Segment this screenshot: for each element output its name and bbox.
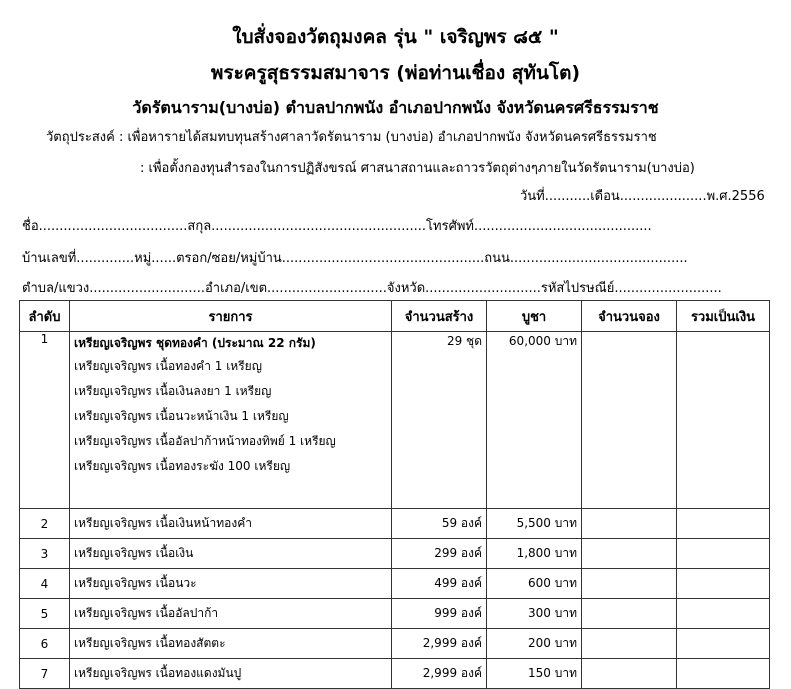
table-row bbox=[20, 659, 770, 689]
row-total-input[interactable] bbox=[677, 539, 770, 569]
row-item: เหรียญเจริญพร เนื้ออัลปาก้า bbox=[70, 599, 392, 629]
row-quantity-made: 299 องค์ bbox=[392, 539, 487, 569]
set-title: เหรียญเจริญพร ชุดทองคำ (ประมาณ 22 กรัม) bbox=[74, 336, 316, 350]
set-subitem: เหรียญเจริญพร เนื้อนวะหน้าเงิน 1 เหรียญ bbox=[74, 409, 289, 423]
header-total: รวมเป็นเงิน bbox=[677, 301, 770, 332]
purpose-line-2: : เพื่อตั้งกองทุนสำรองในการปฏิสังขรณ์ ศาสนาสถานและถาวรวัตถุต่างๆภายในวัดรัตนาราม(บางบ่อ) bbox=[140, 161, 695, 176]
row-price: 60,000 บาท bbox=[487, 332, 582, 509]
row-total-input[interactable] bbox=[677, 629, 770, 659]
set-subitem: เหรียญเจริญพร เนื้อเงินลงยา 1 เหรียญ bbox=[74, 384, 272, 398]
table-row bbox=[20, 629, 770, 659]
row-quantity-made: 29 ชุด bbox=[392, 332, 487, 509]
row-reserve-input[interactable] bbox=[582, 599, 677, 629]
row-total-input[interactable] bbox=[677, 509, 770, 539]
row-reserve-input[interactable] bbox=[582, 659, 677, 689]
row-quantity-made: 999 องค์ bbox=[392, 599, 487, 629]
table-row bbox=[20, 509, 770, 539]
row-reserve-input[interactable] bbox=[582, 539, 677, 569]
name-phone-fields[interactable]: ชื่อ....................................สกุล....................................................โทรศัพท์........................................... bbox=[22, 219, 652, 234]
row-total-input[interactable] bbox=[677, 569, 770, 599]
table-row bbox=[20, 332, 770, 509]
row-item: เหรียญเจริญพร เนื้อเงินหน้าทองคำ bbox=[70, 509, 392, 539]
row-item: เหรียญเจริญพร เนื้อทองสัตตะ bbox=[70, 629, 392, 659]
row-price: 5,500 บาท bbox=[487, 509, 582, 539]
table-row bbox=[20, 539, 770, 569]
row-price: 150 บาท bbox=[487, 659, 582, 689]
district-province-fields[interactable]: ตำบล/แขวง............................อำเภอ/เขต.............................จังหวัด............................รหัสไปรษณีย์.......................... bbox=[22, 281, 722, 296]
address-fields[interactable]: บ้านเลขที่..............หมู่......ตรอก/ซอย/หมู่บ้าน.................................................ถนน........................................... bbox=[22, 251, 688, 266]
form-title: ใบสั่งจองวัตถุมงคล รุ่น " เจริญพร ๘๕ " bbox=[232, 26, 559, 48]
row-reserve-input[interactable] bbox=[582, 569, 677, 599]
row-price: 300 บาท bbox=[487, 599, 582, 629]
row-reserve-input[interactable] bbox=[582, 332, 677, 509]
row-quantity-made: 2,999 องค์ bbox=[392, 629, 487, 659]
temple-address: วัดรัตนาราม(บางบ่อ) ตำบลปากพนัง อำเภอปากพนัง จังหวัดนครศรีธรรมราช bbox=[132, 98, 659, 117]
row-number: 2 bbox=[20, 509, 70, 539]
row-item: เหรียญเจริญพร เนื้อเงิน bbox=[70, 539, 392, 569]
date-field[interactable]: วันที่...........เดือน.....................พ.ศ.2556 bbox=[520, 189, 765, 204]
row-item bbox=[70, 332, 392, 509]
row-item: เหรียญเจริญพร เนื้อนวะ bbox=[70, 569, 392, 599]
table-row bbox=[20, 599, 770, 629]
purpose-line-1: วัตถุประสงค์ : เพื่อหารายได้สมทบทุนสร้างศาลาวัดรัตนาราม (บางบ่อ) อำเภอปากพนัง จังหวัดนครศรีธรรมราช bbox=[46, 130, 657, 145]
set-subitem: เหรียญเจริญพร เนื้ออัลปาก้าหน้าทองทิพย์ 1 เหรียญ bbox=[74, 434, 336, 448]
monk-name: พระครูสุธรรมสมาจาร (พ่อท่านเชื่อง สุทันโต) bbox=[210, 62, 581, 84]
row-price: 200 บาท bbox=[487, 629, 582, 659]
header-reserve-quantity: จำนวนจอง bbox=[582, 301, 677, 332]
table-header-row bbox=[20, 301, 770, 332]
row-number: 7 bbox=[20, 659, 70, 689]
order-table bbox=[19, 300, 770, 689]
row-number: 3 bbox=[20, 539, 70, 569]
row-quantity-made: 59 องค์ bbox=[392, 509, 487, 539]
header-quantity-made: จำนวนสร้าง bbox=[392, 301, 487, 332]
row-total-input[interactable] bbox=[677, 332, 770, 509]
set-subitem: เหรียญเจริญพร เนื้อทองคำ 1 เหรียญ bbox=[74, 359, 262, 373]
set-subitem: เหรียญเจริญพร เนื้อทองระฆัง 100 เหรียญ bbox=[74, 459, 291, 473]
row-total-input[interactable] bbox=[677, 599, 770, 629]
row-price: 600 บาท bbox=[487, 569, 582, 599]
header-item: รายการ bbox=[70, 301, 392, 332]
row-item: เหรียญเจริญพร เนื้อทองแดงมันปู bbox=[70, 659, 392, 689]
row-number: 5 bbox=[20, 599, 70, 629]
header-price: บูชา bbox=[487, 301, 582, 332]
row-price: 1,800 บาท bbox=[487, 539, 582, 569]
row-reserve-input[interactable] bbox=[582, 629, 677, 659]
row-quantity-made: 499 องค์ bbox=[392, 569, 487, 599]
row-reserve-input[interactable] bbox=[582, 509, 677, 539]
row-total-input[interactable] bbox=[677, 659, 770, 689]
row-number: 1 bbox=[20, 332, 70, 509]
row-quantity-made: 2,999 องค์ bbox=[392, 659, 487, 689]
row-number: 6 bbox=[20, 629, 70, 659]
row-number: 4 bbox=[20, 569, 70, 599]
header-no: ลำดับ bbox=[20, 301, 70, 332]
table-row bbox=[20, 569, 770, 599]
